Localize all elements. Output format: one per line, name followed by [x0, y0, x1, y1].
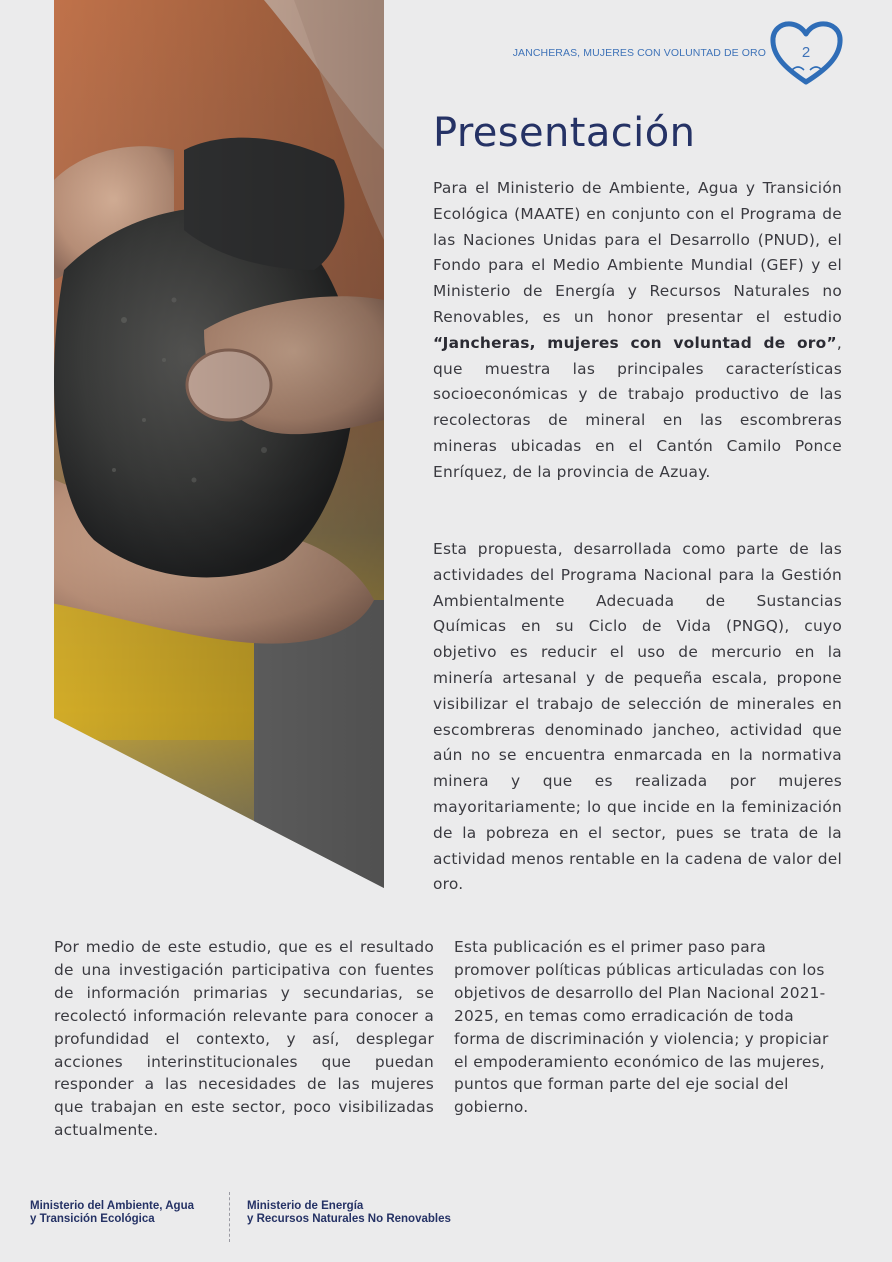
energy-ministry-footer-logo: Ministerio de Energía y Recursos Naturales No Renovables [247, 1200, 451, 1225]
maate-footer-logo: Ministerio del Ambiente, Agua y Transición Ecológica [30, 1200, 194, 1225]
intro-paragraph: Para el Ministerio de Ambiente, Agua y Transición Ecológica (MAATE) en conjunto con el Programa de las Naciones Unidas para el Desarrollo (PNUD), el Fondo para el Medio Ambiente Mundial (GEF) y el Ministerio de Energía y Recursos Naturales no Renovables, es un honor presentar el estudio “Jancheras, mujeres con voluntad de oro”, que muestra las principales características socioeconómicas y de trabajo productivo de las recolectoras de mineral en las escombreras mineras ubicadas en el Cantón Camilo Ponce Enríquez, de la provincia de Azuay. [433, 179, 842, 481]
hand-holding-ore-photo [54, 0, 384, 888]
proposal-paragraph: Esta propuesta, desarrollada como parte de las actividades del Programa Nacional para la Gestión Ambientalmente Adecuada de Sustancias Químicas en su Ciclo de Vida (PNGQ), cuyo objetivo es reducir el uso de mercurio en la minería artesanal y de pequeña escala, propone visibilizar el trabajo de selección de minerales en escombreras denominado jancheo, actividad que aún no se encuentra enmarcada en la normativa minera y que es realizada por mujeres mayoritariamente; lo que incide en la feminización de la pobreza en el sector, pues se trata de la actividad menos rentable en la cadena de valor del oro. [433, 540, 842, 894]
running-title: JANCHERAS, MUJERES CON VOLUNTAD DE ORO [512, 47, 766, 59]
page-number: 2 [801, 44, 811, 61]
publication-paragraph: Esta publicación es el primer paso para promover políticas públicas articuladas con los objetivos de desarrollo del Plan Nacional 2021-2025, en temas como erradicación de toda forma de discriminación y violencia; y propiciar el empoderamiento económico de las mujeres, puntos que forman parte del eje social del gobierno. [454, 938, 829, 1117]
footer-divider [229, 1192, 230, 1242]
page-title: Presentación [433, 110, 696, 156]
study-method-paragraph: Por medio de este estudio, que es el resultado de una investigación participativa con fuentes de información primarias y secundarias, se recolectó información relevante para conocer a profundidad el contexto, y así, desplegar acciones interinstitucionales que puedan responder a las necesidades de las mujeres que trabajan en este sector, poco visibilizadas actualmente. [54, 938, 434, 1140]
study-title-bold: “Jancheras, mujeres con voluntad de oro” [433, 333, 837, 352]
